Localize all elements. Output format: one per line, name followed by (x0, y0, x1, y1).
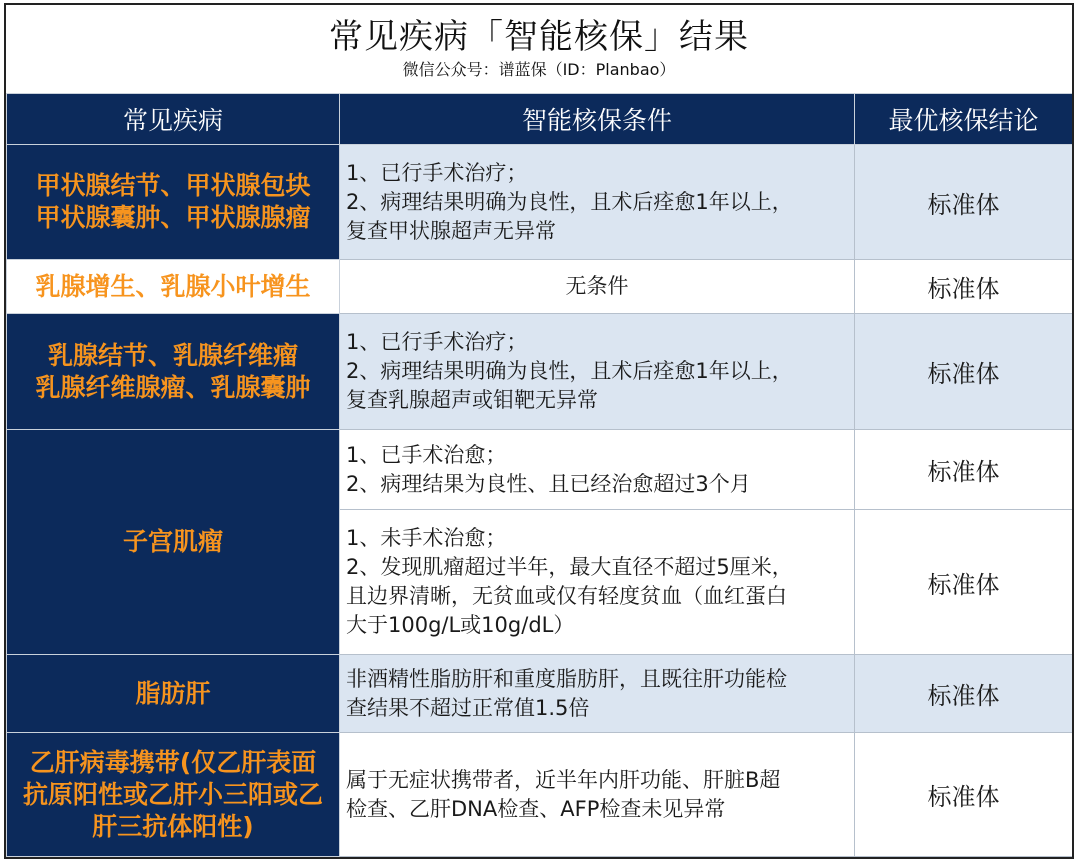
table-row (7, 145, 1073, 260)
disease-cell: 子宫肌瘤 (7, 430, 340, 655)
conclusion-cell: 标准体 (855, 314, 1073, 430)
title-block (6, 5, 1072, 93)
table-row (7, 733, 1073, 857)
conclusion-cell: 标准体 (855, 430, 1073, 510)
table-row (7, 655, 1073, 733)
conclusion-cell: 标准体 (855, 733, 1073, 857)
condition-cell: 1、已行手术治疗； 2、病理结果明确为良性，且术后痊愈1年以上， 复查乳腺超声或钼靶无异常 (340, 314, 855, 430)
table-row (7, 260, 1073, 314)
condition-cell: 属于无症状携带者，近半年内肝功能、肝脏B超 检查、乙肝DNA检查、AFP检查未见异常 (340, 733, 855, 857)
disease-cell: 脂肪肝 (7, 655, 340, 733)
conclusion-cell: 标准体 (855, 655, 1073, 733)
table-row (7, 314, 1073, 430)
header-conclusion: 最优核保结论 (855, 94, 1073, 145)
condition-cell: 非酒精性脂肪肝和重度脂肪肝，且既往肝功能检 查结果不超过正常值1.5倍 (340, 655, 855, 733)
conclusion-cell: 标准体 (855, 145, 1073, 260)
page-subtitle: 微信公众号：谱蓝保（ID：Planbao） (402, 60, 676, 79)
disease-cell: 甲状腺结节、甲状腺包块 甲状腺囊肿、甲状腺腺瘤 (7, 145, 340, 260)
underwriting-table (6, 93, 1073, 857)
conclusion-cell: 标准体 (855, 260, 1073, 314)
disease-cell: 乙肝病毒携带(仅乙肝表面 抗原阳性或乙肝小三阳或乙 肝三抗体阳性) (7, 733, 340, 857)
header-row (7, 94, 1073, 145)
disease-cell: 乳腺增生、乳腺小叶增生 (7, 260, 340, 314)
condition-cell: 1、未手术治愈； 2、发现肌瘤超过半年，最大直径不超过5厘米， 且边界清晰，无贫血或仅有轻度贫血（血红蛋白 大于100g/L或10g/dL） (340, 510, 855, 655)
conclusion-cell: 标准体 (855, 510, 1073, 655)
condition-cell: 无条件 (340, 260, 855, 314)
condition-cell: 1、已手术治愈； 2、病理结果为良性、且已经治愈超过3个月 (340, 430, 855, 510)
header-disease: 常见疾病 (7, 94, 340, 145)
disease-cell: 乳腺结节、乳腺纤维瘤 乳腺纤维腺瘤、乳腺囊肿 (7, 314, 340, 430)
table-row (7, 430, 1073, 510)
table-frame (4, 3, 1074, 859)
condition-cell: 1、已行手术治疗； 2、病理结果明确为良性，且术后痊愈1年以上， 复查甲状腺超声无异常 (340, 145, 855, 260)
header-conditions: 智能核保条件 (340, 94, 855, 145)
page-title: 常见疾病「智能核保」结果 (329, 17, 749, 57)
